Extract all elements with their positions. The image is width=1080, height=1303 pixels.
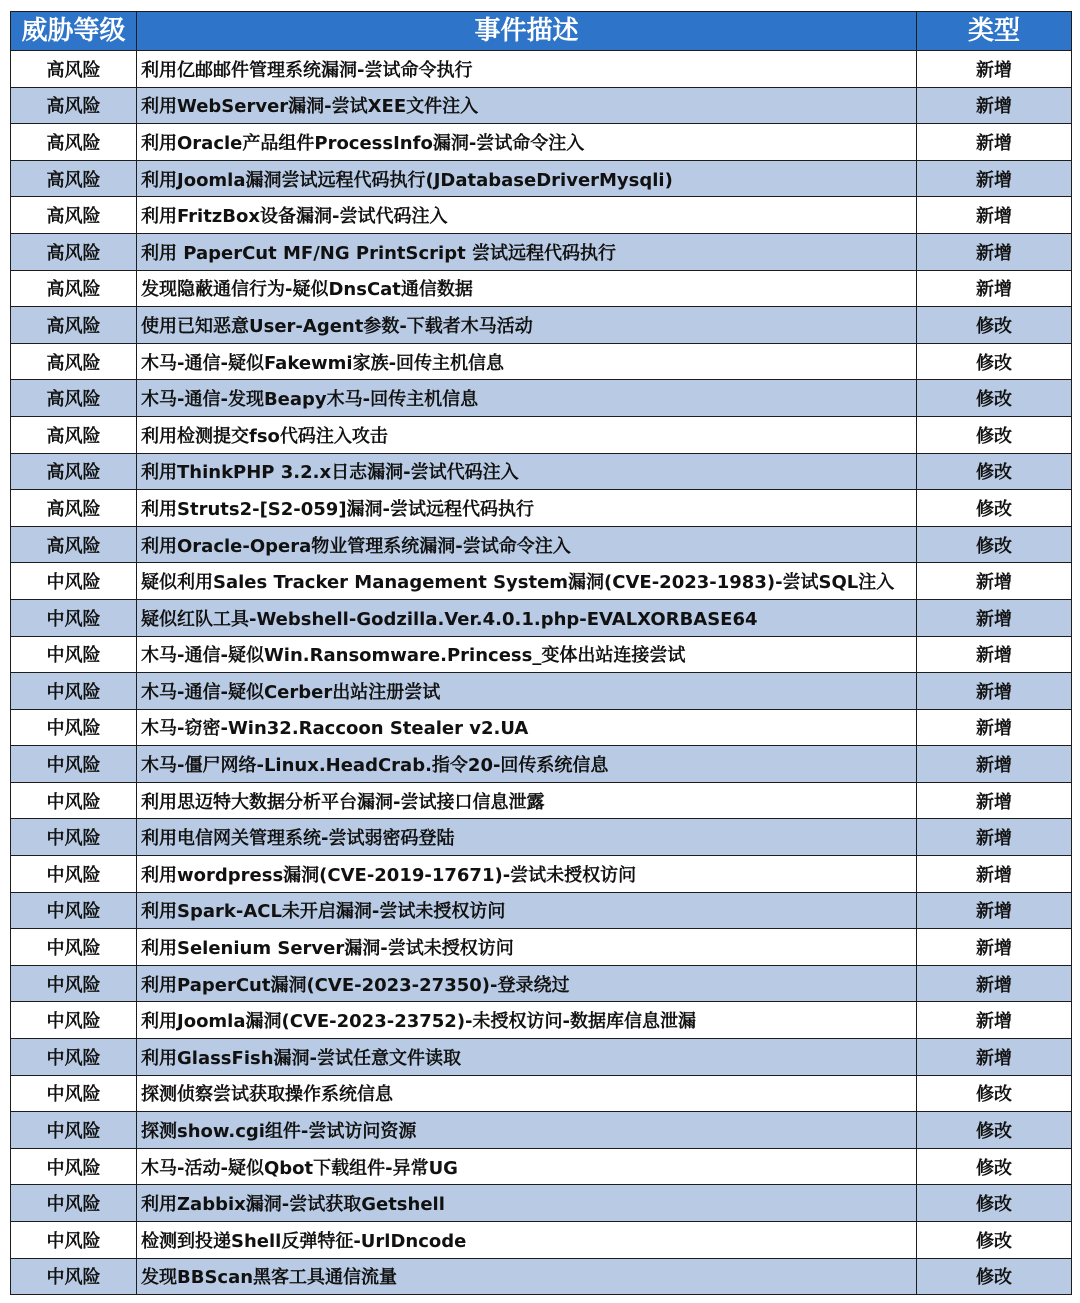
threat-level-cell: 高风险: [11, 343, 137, 380]
table-row: [11, 124, 1072, 161]
event-description-cell: 发现BBScan黑客工具通信流量: [137, 1258, 917, 1295]
event-description-cell: 利用FritzBox设备漏洞-尝试代码注入: [137, 197, 917, 234]
header-type: 类型: [917, 12, 1072, 51]
event-description-cell: 探测侦察尝试获取操作系统信息: [137, 1075, 917, 1112]
threat-level-cell: 高风险: [11, 197, 137, 234]
event-description-cell: 木马-通信-疑似Win.Ransomware.Princess_变体出站连接尝试: [137, 636, 917, 673]
threat-level-cell: 高风险: [11, 453, 137, 490]
event-description-cell: 木马-通信-疑似Cerber出站注册尝试: [137, 673, 917, 710]
type-cell: 修改: [917, 307, 1072, 344]
threat-level-cell: 中风险: [11, 636, 137, 673]
table-row: [11, 599, 1072, 636]
event-description-cell: 利用wordpress漏洞(CVE-2019-17671)-尝试未授权访问: [137, 856, 917, 893]
type-cell: 修改: [917, 1185, 1072, 1222]
type-cell: 新增: [917, 819, 1072, 856]
type-cell: 新增: [917, 197, 1072, 234]
table-row: [11, 1075, 1072, 1112]
threat-level-cell: 中风险: [11, 1039, 137, 1076]
event-description-cell: 利用Selenium Server漏洞-尝试未授权访问: [137, 929, 917, 966]
table-row: [11, 1112, 1072, 1149]
table-row: [11, 965, 1072, 1002]
type-cell: 修改: [917, 416, 1072, 453]
threat-level-cell: 中风险: [11, 929, 137, 966]
threat-level-cell: 高风险: [11, 380, 137, 417]
table-row: [11, 709, 1072, 746]
event-description-cell: 利用Oracle-Opera物业管理系统漏洞-尝试命令注入: [137, 526, 917, 563]
event-description-cell: 疑似利用Sales Tracker Management System漏洞(CVE-2023-1983)-尝试SQL注入: [137, 563, 917, 600]
type-cell: 新增: [917, 892, 1072, 929]
table-row: [11, 819, 1072, 856]
event-description-cell: 利用Zabbix漏洞-尝试获取Getshell: [137, 1185, 917, 1222]
event-description-cell: 利用ThinkPHP 3.2.x日志漏洞-尝试代码注入: [137, 453, 917, 490]
type-cell: 新增: [917, 160, 1072, 197]
table-row: [11, 1002, 1072, 1039]
table-row: [11, 563, 1072, 600]
table-row: [11, 782, 1072, 819]
type-cell: 新增: [917, 965, 1072, 1002]
table-row: [11, 636, 1072, 673]
table-row: [11, 490, 1072, 527]
type-cell: 新增: [917, 1039, 1072, 1076]
table-row: [11, 892, 1072, 929]
threat-level-cell: 高风险: [11, 416, 137, 453]
event-description-cell: 利用Oracle产品组件ProcessInfo漏洞-尝试命令注入: [137, 124, 917, 161]
type-cell: 新增: [917, 563, 1072, 600]
threat-level-cell: 中风险: [11, 709, 137, 746]
type-cell: 修改: [917, 380, 1072, 417]
type-cell: 修改: [917, 1112, 1072, 1149]
table-row: [11, 1148, 1072, 1185]
type-cell: 新增: [917, 599, 1072, 636]
event-description-cell: 利用检测提交fso代码注入攻击: [137, 416, 917, 453]
table-row: [11, 929, 1072, 966]
table-row: [11, 856, 1072, 893]
table-row: [11, 197, 1072, 234]
threat-events-table: [10, 11, 1072, 1295]
table-row: [11, 160, 1072, 197]
type-cell: 新增: [917, 636, 1072, 673]
table-body: [11, 51, 1072, 1295]
type-cell: 新增: [917, 929, 1072, 966]
table-row: [11, 746, 1072, 783]
event-description-cell: 木马-活动-疑似Qbot下载组件-异常UG: [137, 1148, 917, 1185]
type-cell: 修改: [917, 343, 1072, 380]
threat-level-cell: 中风险: [11, 1185, 137, 1222]
table-row: [11, 270, 1072, 307]
type-cell: 新增: [917, 87, 1072, 124]
event-description-cell: 疑似红队工具-Webshell-Godzilla.Ver.4.0.1.php-EVALXORBASE64: [137, 599, 917, 636]
type-cell: 新增: [917, 1002, 1072, 1039]
event-description-cell: 探测show.cgi组件-尝试访问资源: [137, 1112, 917, 1149]
threat-level-cell: 中风险: [11, 856, 137, 893]
threat-level-cell: 高风险: [11, 51, 137, 88]
event-description-cell: 利用思迈特大数据分析平台漏洞-尝试接口信息泄露: [137, 782, 917, 819]
table-row: [11, 87, 1072, 124]
threat-events-table-container: [10, 11, 1071, 1295]
threat-level-cell: 高风险: [11, 160, 137, 197]
threat-level-cell: 中风险: [11, 563, 137, 600]
table-row: [11, 1039, 1072, 1076]
type-cell: 新增: [917, 746, 1072, 783]
type-cell: 新增: [917, 270, 1072, 307]
threat-level-cell: 中风险: [11, 892, 137, 929]
table-row: [11, 343, 1072, 380]
event-description-cell: 利用 PaperCut MF/NG PrintScript 尝试远程代码执行: [137, 233, 917, 270]
threat-level-cell: 中风险: [11, 1112, 137, 1149]
threat-level-cell: 高风险: [11, 526, 137, 563]
threat-level-cell: 中风险: [11, 965, 137, 1002]
table-row: [11, 1222, 1072, 1259]
threat-level-cell: 中风险: [11, 1002, 137, 1039]
type-cell: 修改: [917, 1258, 1072, 1295]
table-row: [11, 453, 1072, 490]
event-description-cell: 利用亿邮邮件管理系统漏洞-尝试命令执行: [137, 51, 917, 88]
threat-level-cell: 中风险: [11, 1222, 137, 1259]
type-cell: 修改: [917, 490, 1072, 527]
threat-level-cell: 中风险: [11, 1148, 137, 1185]
threat-level-cell: 高风险: [11, 124, 137, 161]
header-event-description: 事件描述: [137, 12, 917, 51]
type-cell: 新增: [917, 856, 1072, 893]
threat-level-cell: 高风险: [11, 87, 137, 124]
event-description-cell: 发现隐蔽通信行为-疑似DnsCat通信数据: [137, 270, 917, 307]
type-cell: 新增: [917, 124, 1072, 161]
type-cell: 修改: [917, 453, 1072, 490]
table-row: [11, 673, 1072, 710]
table-row: [11, 526, 1072, 563]
event-description-cell: 利用Spark-ACL未开启漏洞-尝试未授权访问: [137, 892, 917, 929]
table-header-row: [11, 12, 1072, 51]
threat-level-cell: 高风险: [11, 233, 137, 270]
event-description-cell: 利用GlassFish漏洞-尝试任意文件读取: [137, 1039, 917, 1076]
type-cell: 新增: [917, 709, 1072, 746]
event-description-cell: 利用Struts2-[S2-059]漏洞-尝试远程代码执行: [137, 490, 917, 527]
type-cell: 新增: [917, 51, 1072, 88]
event-description-cell: 利用Joomla漏洞尝试远程代码执行(JDatabaseDriverMysqli): [137, 160, 917, 197]
threat-level-cell: 高风险: [11, 307, 137, 344]
table-row: [11, 51, 1072, 88]
threat-level-cell: 中风险: [11, 1075, 137, 1112]
table-row: [11, 1258, 1072, 1295]
threat-level-cell: 高风险: [11, 270, 137, 307]
threat-level-cell: 中风险: [11, 819, 137, 856]
event-description-cell: 利用WebServer漏洞-尝试XEE文件注入: [137, 87, 917, 124]
event-description-cell: 检测到投递Shell反弹特征-UrlDncode: [137, 1222, 917, 1259]
table-row: [11, 416, 1072, 453]
threat-level-cell: 中风险: [11, 1258, 137, 1295]
type-cell: 修改: [917, 1075, 1072, 1112]
event-description-cell: 使用已知恶意User-Agent参数-下载者木马活动: [137, 307, 917, 344]
event-description-cell: 木马-通信-发现Beapy木马-回传主机信息: [137, 380, 917, 417]
event-description-cell: 利用Joomla漏洞(CVE-2023-23752)-未授权访问-数据库信息泄漏: [137, 1002, 917, 1039]
header-threat-level: 威胁等级: [11, 12, 137, 51]
type-cell: 新增: [917, 673, 1072, 710]
threat-level-cell: 中风险: [11, 746, 137, 783]
type-cell: 修改: [917, 1222, 1072, 1259]
event-description-cell: 木马-僵尸网络-Linux.HeadCrab.指令20-回传系统信息: [137, 746, 917, 783]
event-description-cell: 利用PaperCut漏洞(CVE-2023-27350)-登录绕过: [137, 965, 917, 1002]
event-description-cell: 木马-窃密-Win32.Raccoon Stealer v2.UA: [137, 709, 917, 746]
type-cell: 修改: [917, 1148, 1072, 1185]
type-cell: 新增: [917, 782, 1072, 819]
event-description-cell: 利用电信网关管理系统-尝试弱密码登陆: [137, 819, 917, 856]
threat-level-cell: 中风险: [11, 599, 137, 636]
table-row: [11, 307, 1072, 344]
threat-level-cell: 中风险: [11, 673, 137, 710]
table-row: [11, 380, 1072, 417]
event-description-cell: 木马-通信-疑似Fakewmi家族-回传主机信息: [137, 343, 917, 380]
table-row: [11, 1185, 1072, 1222]
type-cell: 新增: [917, 233, 1072, 270]
table-row: [11, 233, 1072, 270]
threat-level-cell: 中风险: [11, 782, 137, 819]
threat-level-cell: 高风险: [11, 490, 137, 527]
type-cell: 修改: [917, 526, 1072, 563]
